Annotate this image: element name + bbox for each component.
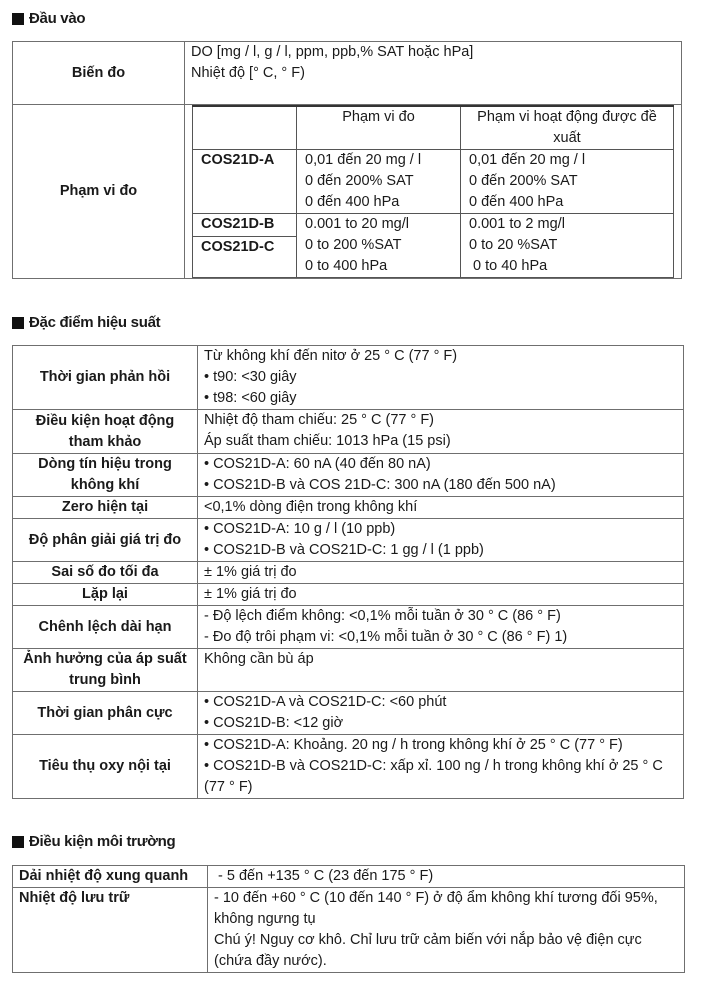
value-line: Chú ý! Nguy cơ khô. Chỉ lưu trữ cảm biến với nắp bảo vệ điện cực (chứa đầy nước). <box>214 932 642 969</box>
row-value <box>198 497 684 519</box>
value-line: 0 đến 200% SAT <box>305 173 414 189</box>
section-heading-inputs <box>12 10 85 27</box>
section-heading-performance <box>12 314 160 331</box>
range-cell <box>297 214 461 278</box>
value-line: • COS21D-B và COS 21D-C: 300 nA (180 đến 500 nA) <box>204 477 556 493</box>
value-line: ± 1% giá trị đo <box>204 564 297 580</box>
row-value <box>198 346 684 410</box>
table-row <box>13 454 684 497</box>
table-row <box>13 649 684 692</box>
row-label: Nhiệt độ lưu trữ <box>13 888 208 973</box>
table-row <box>13 497 684 519</box>
value-line: Không cần bù áp <box>204 651 314 667</box>
value-line: - 10 đến +60 ° C (10 đến 140 ° F) ở độ ẩm không khí tương đối 95%, không ngưng tụ <box>214 890 658 927</box>
value-line: 0 đến 200% SAT <box>469 173 578 189</box>
value-line: 0 to 20 %SAT <box>469 237 558 253</box>
table-row <box>13 692 684 735</box>
row-label: Tiêu thụ oxy nội tại <box>13 735 198 799</box>
value-line: • t90: <30 giây <box>204 369 297 385</box>
value-line: <0,1% dòng điện trong không khí <box>204 499 418 515</box>
value-line: 0 đến 400 hPa <box>305 194 400 210</box>
header-cell: Phạm vi đo <box>297 106 461 150</box>
row-value <box>198 454 684 497</box>
row-label: Biến đo <box>13 42 185 105</box>
value-line: • COS21D-A: Khoảng. 20 ng / h trong không khí ở 25 ° C (77 ° F) <box>204 737 623 753</box>
table-row <box>13 42 682 105</box>
table-row <box>193 214 674 237</box>
value-line: • COS21D-A: 10 g / l (10 ppb) <box>204 521 396 537</box>
value-line: 0.001 to 20 mg/l <box>305 216 409 232</box>
square-bullet-icon <box>12 836 24 848</box>
row-label: Dòng tín hiệu trong không khí <box>13 454 198 497</box>
row-value <box>198 692 684 735</box>
value-line: 0 to 400 hPa <box>305 258 388 274</box>
value-line: DO [mg / l, g / l, ppm, ppb,% SAT hoặc hPa] <box>191 44 474 60</box>
row-label: Chênh lệch dài hạn <box>13 606 198 649</box>
row-value <box>208 888 685 973</box>
value-line: Nhiệt độ tham chiếu: 25 ° C (77 ° F) <box>204 412 435 428</box>
value-line: • COS21D-B và COS21D-C: 1 gg / l (1 ppb) <box>204 542 484 558</box>
table-header-row <box>193 106 674 150</box>
table-row <box>13 562 684 584</box>
value-line: 0.001 to 2 mg/l <box>469 216 565 232</box>
section-heading-environment <box>12 833 175 850</box>
value-line: • COS21D-B: <12 giờ <box>204 715 344 731</box>
header-cell <box>193 106 297 150</box>
row-value <box>198 584 684 606</box>
value-line: - Độ lệch điểm không: <0,1% mỗi tuần ở 30 ° C (86 ° F) <box>204 608 561 624</box>
table-row <box>13 866 685 888</box>
section-title: Điều kiện môi trường <box>29 833 176 850</box>
value-line: • t98: <60 giây <box>204 390 297 406</box>
model-cell: COS21D-C <box>193 236 297 277</box>
row-value <box>198 735 684 799</box>
value-line: Áp suất tham chiếu: 1013 hPa (15 psi) <box>204 433 451 449</box>
value-line: - Đo độ trôi phạm vi: <0,1% mỗi tuần ở 30 ° C (86 ° F) 1) <box>204 629 568 645</box>
square-bullet-icon <box>12 317 24 329</box>
value-line: • COS21D-B và COS21D-C: xấp xỉ. 100 ng / h trong không khí ở 25 ° C (77 ° F) <box>204 758 663 795</box>
value-line: 0,01 đến 20 mg / l <box>305 152 422 168</box>
row-label: Lặp lại <box>13 584 198 606</box>
value-line: • COS21D-A và COS21D-C: <60 phút <box>204 694 447 710</box>
square-bullet-icon <box>12 13 24 25</box>
table-row <box>13 888 685 973</box>
value-line: 0 to 40 hPa <box>469 258 548 274</box>
inputs-table <box>12 41 682 279</box>
recommended-cell <box>461 150 674 214</box>
table-row <box>13 584 684 606</box>
value-line: 0,01 đến 20 mg / l <box>469 152 586 168</box>
row-label: Sai số đo tối đa <box>13 562 198 584</box>
row-label: Độ phân giải giá trị đo <box>13 519 198 562</box>
table-row <box>13 519 684 562</box>
row-value <box>198 649 684 692</box>
table-row <box>193 150 674 214</box>
row-value <box>185 42 682 105</box>
recommended-cell <box>461 214 674 278</box>
value-line: • COS21D-A: 60 nA (40 đến 80 nA) <box>204 456 431 472</box>
row-label: Điều kiện hoạt động tham khảo <box>13 410 198 454</box>
value-line: ± 1% giá trị đo <box>204 586 297 602</box>
header-cell: Phạm vi hoạt động được đề xuất <box>461 106 674 150</box>
section-title: Đặc điểm hiệu suất <box>29 314 161 331</box>
environment-table <box>12 865 685 973</box>
measuring-range-table <box>192 105 674 278</box>
table-row <box>13 410 684 454</box>
table-row <box>13 346 684 410</box>
range-cell <box>297 150 461 214</box>
row-value <box>198 519 684 562</box>
model-cell: COS21D-A <box>193 150 297 214</box>
value-line: Từ không khí đến nitơ ở 25 ° C (77 ° F) <box>204 348 458 364</box>
row-value <box>198 562 684 584</box>
row-value <box>198 606 684 649</box>
table-row <box>13 606 684 649</box>
performance-table <box>12 345 684 799</box>
row-label: Zero hiện tại <box>13 497 198 519</box>
table-row <box>13 105 682 279</box>
row-value <box>185 105 682 279</box>
value-line: - 5 đến +135 ° C (23 đến 175 ° F) <box>214 868 434 884</box>
section-title: Đầu vào <box>29 10 86 27</box>
model-cell: COS21D-B <box>193 214 297 237</box>
value-line: Nhiệt độ [° C, ° F) <box>191 65 305 81</box>
value-line: 0 to 200 %SAT <box>305 237 402 253</box>
row-value <box>208 866 685 888</box>
value-line: 0 đến 400 hPa <box>469 194 564 210</box>
row-label: Phạm vi đo <box>13 105 185 279</box>
row-label: Thời gian phản hồi <box>13 346 198 410</box>
row-label: Ảnh hưởng của áp suất trung bình <box>13 649 198 692</box>
table-row <box>13 735 684 799</box>
row-label: Thời gian phân cực <box>13 692 198 735</box>
row-value <box>198 410 684 454</box>
row-label: Dải nhiệt độ xung quanh <box>13 866 208 888</box>
